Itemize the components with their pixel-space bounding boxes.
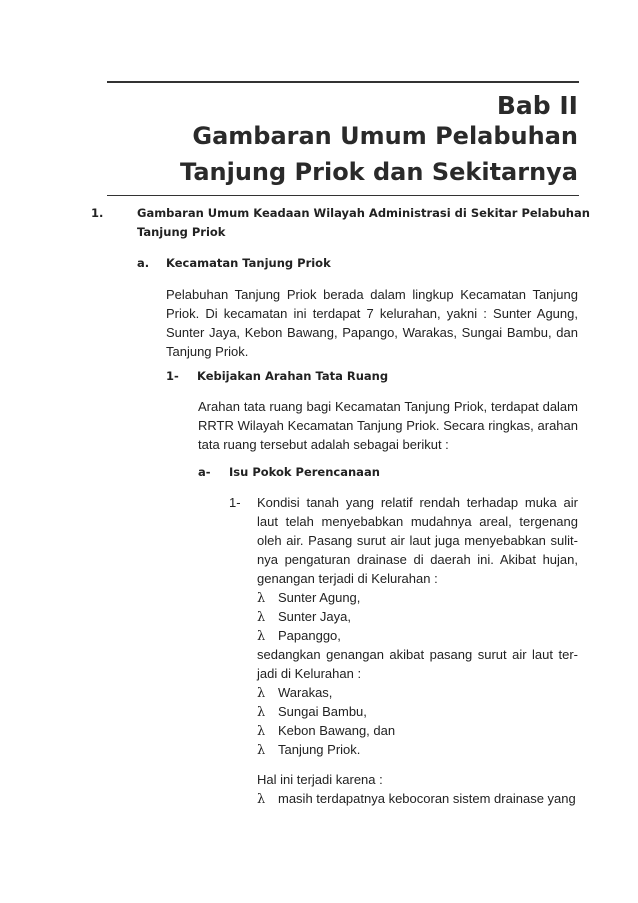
para-line: laut telah menyebabkan mudahnya areal, tergenang xyxy=(257,514,578,529)
chapter-bottom-rule xyxy=(107,195,579,196)
para-line: oleh air. Pasang surut air laut juga menyebabkan sulit- xyxy=(257,533,578,548)
para-line: Arahan tata ruang bagi Kecamatan Tanjung Priok, terdapat dalam xyxy=(198,399,578,414)
list-item: λ masih terdapatnya kebocoran sistem drainase yang xyxy=(257,791,576,807)
lambda-bullet-icon: λ xyxy=(257,686,266,701)
lambda-bullet-icon: λ xyxy=(257,705,266,720)
lambda-bullet-icon: λ xyxy=(257,629,266,644)
subsection-1-title: Kebijakan Arahan Tata Ruang xyxy=(197,369,389,383)
para-line: Priok. Di kecamatan ini terdapat 7 kelurahan, yakni : Sunter Agung, xyxy=(166,306,578,321)
list-item: λ Warakas, xyxy=(257,685,333,701)
top-rule xyxy=(107,81,579,83)
para-line: Sunter Jaya, Kebon Bawang, Papango, Warakas, Sungai Bambu, dan xyxy=(166,325,578,340)
list-item: λ Sunter Agung, xyxy=(257,590,361,606)
lambda-bullet-icon: λ xyxy=(257,792,266,807)
chapter-number: Bab II xyxy=(496,91,578,120)
section-1-title-line-1: Gambaran Umum Keadaan Wilayah Administrasi di Sekitar Pelabuhan xyxy=(137,206,590,220)
subsection-a2-marker: a- xyxy=(198,465,211,479)
subsection-1-marker: 1- xyxy=(166,369,179,383)
lambda-bullet-icon: λ xyxy=(257,743,266,758)
subsection-1-paragraph xyxy=(198,397,578,454)
list-item: λ Tanjung Priok. xyxy=(257,742,361,758)
list-item: λ Kebon Bawang, dan xyxy=(257,723,396,739)
para-line: tata ruang tersebut adalah sebagai berikut : xyxy=(198,437,449,452)
subsection-a2-title: Isu Pokok Perencanaan xyxy=(229,465,380,479)
list-item: λ Papanggo, xyxy=(257,628,341,644)
list-item: λ Sunter Jaya, xyxy=(257,609,351,625)
item-1-mid-paragraph xyxy=(257,645,578,683)
subsection-a-title: Kecamatan Tanjung Priok xyxy=(166,256,331,270)
para-line: genangan terjadi di Kelurahan : xyxy=(257,571,438,586)
section-1-marker: 1. xyxy=(91,206,104,220)
para-line: Tanjung Priok. xyxy=(166,344,249,359)
para-line: RRTR Wilayah Kecamatan Tanjung Priok. Secara ringkas, arahan xyxy=(198,418,578,433)
lambda-bullet-icon: λ xyxy=(257,724,266,739)
subsection-a-paragraph xyxy=(166,285,578,361)
lambda-bullet-icon: λ xyxy=(257,610,266,625)
subsection-a-marker: a. xyxy=(137,256,150,270)
item-1-marker: 1- xyxy=(229,495,241,510)
para-line: Pelabuhan Tanjung Priok berada dalam lingkup Kecamatan Tanjung xyxy=(166,287,578,302)
para-line: nya pengaturan drainase di daerah ini. Akibat hujan, xyxy=(257,552,578,567)
list-item: λ Sungai Bambu, xyxy=(257,704,367,720)
chapter-title-line-1: Gambaran Umum Pelabuhan xyxy=(192,122,578,150)
item-1-paragraph xyxy=(257,493,578,588)
para-line: jadi di Kelurahan : xyxy=(257,666,362,681)
lambda-bullet-icon: λ xyxy=(257,591,266,606)
para-line: Kondisi tanah yang relatif rendah terhadap muka air xyxy=(257,495,578,510)
section-1-title-line-2: Tanjung Priok xyxy=(137,225,226,239)
cause-line: Hal ini terjadi karena : xyxy=(257,772,383,787)
chapter-title-line-2: Tanjung Priok dan Sekitarnya xyxy=(180,158,578,186)
para-line: sedangkan genangan akibat pasang surut air laut ter- xyxy=(257,647,578,662)
